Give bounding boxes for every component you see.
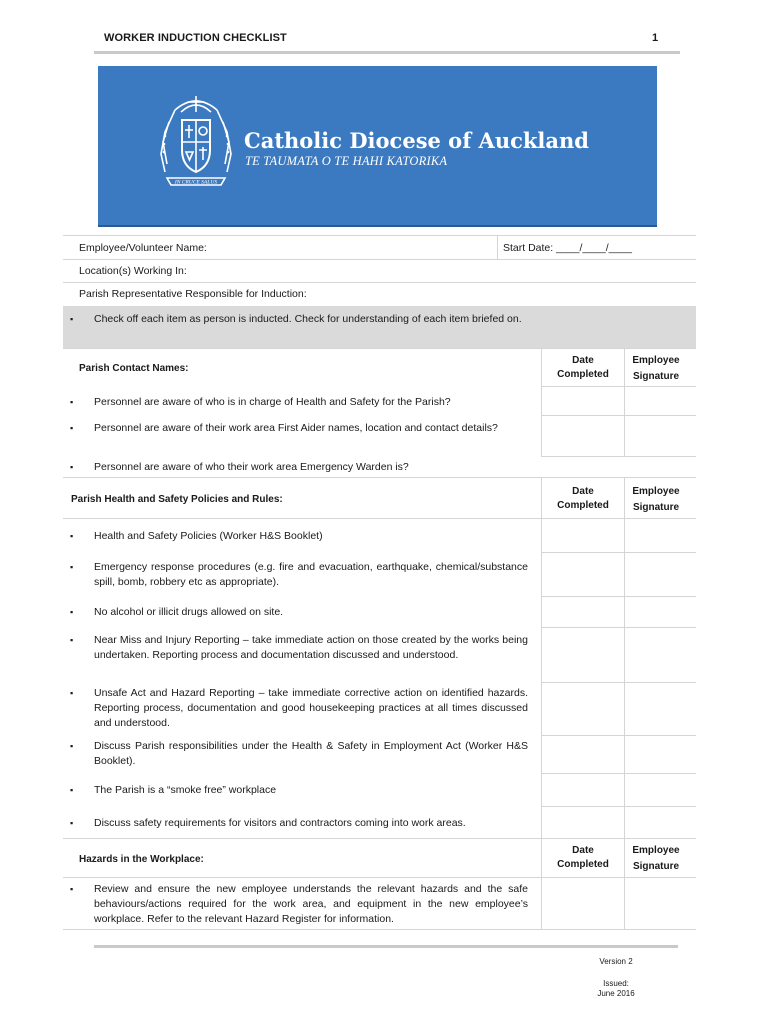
row-divider	[541, 682, 696, 683]
employee-signature-header: Employee Signature	[632, 845, 680, 872]
bullet-icon: ▪	[70, 531, 74, 541]
section-title-contact-names: Parish Contact Names:	[79, 363, 189, 374]
checklist-item: Health and Safety Policies (Worker H&S Booklet)	[94, 530, 323, 542]
bullet-icon: ▪	[70, 314, 74, 324]
row-divider	[63, 518, 696, 519]
instruction-text: Check off each item as person is inducted. Check for understanding of each item briefed on.	[94, 313, 522, 325]
date-completed-header: Date Completed	[557, 355, 609, 380]
row-divider	[541, 806, 696, 807]
checklist-item: The Parish is a “smoke free” workplace	[94, 784, 277, 796]
checklist-item: Review and ensure the new employee understands the relevant hazards and the safe behaviours/actions required for the work area, and equipment in the new employee’s workplace. Refer to the relevant Hazard Register for information.	[94, 883, 528, 926]
banner-divider	[98, 225, 657, 227]
field-row-divider	[63, 259, 696, 260]
bullet-icon: ▪	[70, 562, 74, 572]
employee-signature-header: Employee Signature	[632, 355, 680, 382]
checklist-item: Discuss safety requirements for visitors and contractors coming into work areas.	[94, 817, 466, 829]
locations-field: Location(s) Working In:	[79, 265, 187, 277]
section-title-hazards: Hazards in the Workplace:	[79, 854, 204, 865]
row-divider	[63, 877, 696, 878]
row-divider	[541, 552, 696, 553]
section-divider	[63, 477, 696, 478]
representative-field: Parish Representative Responsible for Induction:	[79, 288, 307, 300]
checklist-item: Personnel are aware of who is in charge of Health and Safety for the Parish?	[94, 396, 451, 408]
diocese-crest-icon	[155, 92, 237, 192]
bullet-icon: ▪	[70, 884, 74, 894]
bullet-icon: ▪	[70, 635, 74, 645]
version-label: Version 2	[599, 957, 633, 966]
crest-motto: IN CRUCE SALUS	[174, 179, 218, 186]
row-divider	[541, 386, 696, 387]
checklist-item: Personnel are aware of their work area First Aider names, location and contact details?	[94, 422, 498, 434]
row-divider	[541, 735, 696, 736]
bullet-icon: ▪	[70, 462, 74, 472]
organization-name: Catholic Diocese of Auckland	[244, 128, 589, 153]
employee-signature-header: Employee Signature	[632, 486, 680, 513]
row-divider	[541, 596, 696, 597]
employee-name-field: Employee/Volunteer Name:	[79, 242, 207, 254]
table-border-top	[63, 235, 696, 236]
header-divider	[94, 51, 680, 54]
footer-divider	[94, 945, 678, 948]
row-divider	[541, 773, 696, 774]
bullet-icon: ▪	[70, 423, 74, 433]
issued-label: Issued:	[603, 979, 629, 988]
checklist-item: Near Miss and Injury Reporting – take immediate action on those created by the works being undertaken. Reporting process and documentation discussed and understood.	[94, 634, 528, 662]
checklist-item: Unsafe Act and Hazard Reporting – take immediate corrective action on identified hazards. Reporting process, documentation and good housekeeping practices at all times discussed and understood.	[94, 687, 528, 730]
document-title: WORKER INDUCTION CHECKLIST	[104, 32, 287, 44]
start-date-field: Start Date: ____/____/____	[503, 242, 633, 254]
row-divider	[541, 456, 696, 457]
bullet-icon: ▪	[70, 818, 74, 828]
bullet-icon: ▪	[70, 688, 74, 698]
field-divider	[497, 235, 498, 259]
date-completed-header: Date Completed	[557, 845, 609, 870]
issued-date: June 2016	[597, 989, 635, 998]
field-row-divider	[63, 282, 696, 283]
section-divider	[63, 838, 696, 839]
row-divider	[541, 627, 696, 628]
column-divider	[624, 477, 625, 843]
organization-subtitle: TE TAUMATA O TE HAHI KATORIKA	[245, 154, 448, 168]
section-divider	[63, 348, 696, 349]
section-title-policies: Parish Health and Safety Policies and Rules:	[71, 494, 283, 505]
bullet-icon: ▪	[70, 397, 74, 407]
table-border-bottom	[63, 929, 696, 930]
page-number: 1	[652, 32, 659, 44]
row-divider	[541, 415, 696, 416]
checklist-item: Discuss Parish responsibilities under the Health & Safety in Employment Act (Worker H&S Booklet).	[94, 740, 528, 768]
checklist-item: Emergency response procedures (e.g. fire and evacuation, earthquake, chemical/substance spill, bomb, robbery etc as appropriate).	[94, 561, 528, 589]
date-completed-header: Date Completed	[557, 486, 609, 511]
checklist-item: Personnel are aware of who their work area Emergency Warden is?	[94, 461, 409, 473]
bullet-icon: ▪	[70, 785, 74, 795]
checklist-item: No alcohol or illicit drugs allowed on site.	[94, 606, 284, 618]
column-divider	[541, 477, 542, 843]
diocese-banner	[98, 66, 657, 226]
bullet-icon: ▪	[70, 741, 74, 751]
bullet-icon: ▪	[70, 607, 74, 617]
